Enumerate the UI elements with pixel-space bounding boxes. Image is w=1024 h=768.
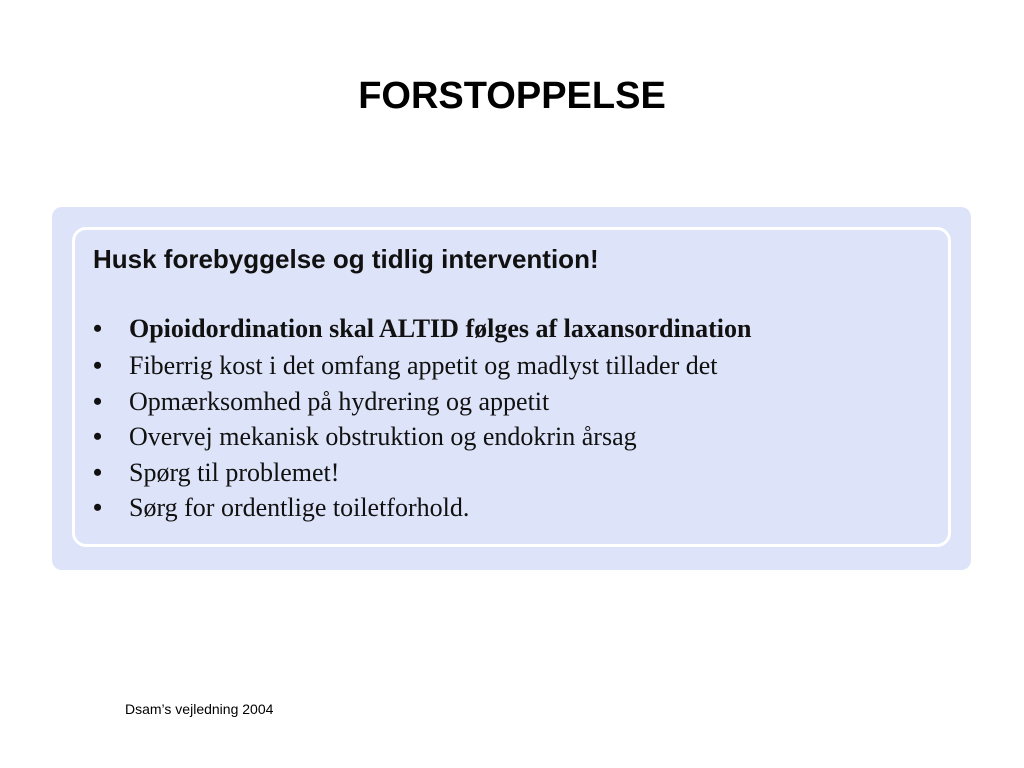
info-box xyxy=(72,227,951,547)
bullet-icon: • xyxy=(93,457,103,487)
list-item xyxy=(93,493,751,529)
list-item-text: Opioidordination skal ALTID følges af laxansordination xyxy=(129,314,752,343)
list-item xyxy=(93,351,751,387)
list-item-text: Opmærksomhed på hydrering og appetit xyxy=(129,386,550,416)
bullet-icon: • xyxy=(93,386,103,416)
bullet-icon: • xyxy=(93,422,103,451)
bullet-icon: • xyxy=(93,351,103,380)
list-item-text: Spørg til problemet! xyxy=(129,457,340,487)
list-item-text: Sørg for ordentlige toiletforhold. xyxy=(129,493,470,522)
slide-title: FORSTOPPELSE xyxy=(358,75,666,117)
list-item-text: Fiberrig kost i det omfang appetit og madlyst tillader det xyxy=(129,351,718,380)
list-item xyxy=(93,422,751,458)
bullet-list xyxy=(93,314,751,529)
bullet-icon: • xyxy=(93,493,103,522)
list-item xyxy=(93,387,751,423)
source-citation: Dsam’s vejledning 2004 xyxy=(125,701,274,717)
list-item xyxy=(93,458,751,494)
list-item-text: Overvej mekanisk obstruktion og endokrin årsag xyxy=(129,422,637,451)
box-heading: Husk forebyggelse og tidlig intervention! xyxy=(93,244,599,274)
info-panel xyxy=(52,207,971,570)
bullet-icon: • xyxy=(93,314,103,343)
list-item xyxy=(93,314,751,351)
